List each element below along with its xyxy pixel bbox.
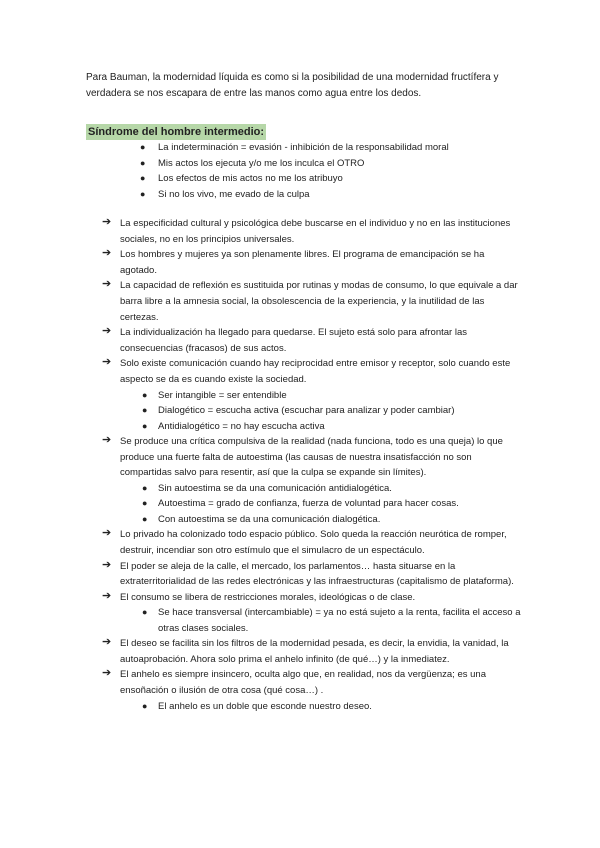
bullet-icon: ● [142,482,148,493]
arrow-right-icon: ➔ [102,216,112,228]
sub-list-item: ● Autoestima = grado de confianza, fuerza de voluntad para hacer cosas. [142,496,522,512]
sub-list-item: ● Ser intangible = ser entendible [142,388,522,404]
sub-list [120,481,522,528]
arrow-list [102,216,522,714]
bullet-list [140,140,449,202]
list-item: ➔ Los hombres y mujeres ya son plenamente libres. El programa de emancipación se ha agotado. [102,247,485,276]
bullet-icon: ● [142,607,148,618]
list-item: ➔ El deseo se facilita sin los filtros de la modernidad pesada, es decir, la envidia, la vanidad, la autoaprobación. Ahora solo prima el anhelo infinito (de qué…) y la inmediatez. [102,636,509,665]
arrow-right-icon: ➔ [102,636,112,649]
list-item: ➔ Solo existe comunicación cuando hay reciprocidad entre emisor y receptor, solo cuando este aspecto se da es cuando existe la sociedad. ● Ser intangible = ser entendible ● Dialogético = escucha activa (escuchar para analizar y poder cambiar) ● Antidialogético = no hay escucha activa [102,356,522,434]
arrow-right-icon: ➔ [102,247,112,260]
arrow-right-icon: ➔ [102,356,112,369]
arrow-right-icon: ➔ [102,589,112,602]
sub-list [120,699,522,715]
list-item: ● Mis actos los ejecuta y/o me los inculca el OTRO [140,156,449,172]
list-item: ➔ La capacidad de reflexión es sustituida por rutinas y modas de consumo, lo que equivale a dar barra libre a la amnesia social, la obsolescencia de la experiencia, y la inutilidad de las certezas. [102,278,518,323]
bullet-icon: ● [140,157,146,168]
sub-list-item: ● Se hace transversal (intercambiable) = ya no está sujeto a la renta, facilita el acceso a otras clases sociales. [142,607,521,634]
bullet-icon: ● [142,498,148,509]
intro-paragraph: Para Bauman, la modernidad líquida es como si la posibilidad de una modernidad fructífera y verdadera se nos escapara de entre las manos como agua entre los dedos. [86,72,499,99]
sub-list-item: ● El anhelo es un doble que esconde nuestro deseo. [142,699,522,715]
list-item: ➔ La especificidad cultural y psicológica debe buscarse en el individuo y no en las instituciones sociales, no en los principios universales. [102,216,511,245]
arrow-right-icon: ➔ [102,527,112,540]
arrow-right-icon: ➔ [102,434,112,447]
list-item: ● La indeterminación = evasión - inhibición de la responsabilidad moral [140,140,449,156]
list-item: ➔ El anhelo es siempre insincero, oculta algo que, en realidad, nos da vergüenza; es una ensoñación o ilusión de otra cosa (qué cosa…) . ● El anhelo es un doble que esconde nuestro deseo. [102,667,522,714]
bullet-icon: ● [142,700,148,711]
arrow-right-icon: ➔ [102,278,112,291]
bullet-icon: ● [140,188,146,199]
list-item: ➔ La individualización ha llegado para quedarse. El sujeto está solo para afrontar las consecuencias (fracasos) de sus actos. [102,325,467,354]
sub-list [120,388,522,435]
bullet-icon: ● [142,389,148,400]
bullet-icon: ● [142,513,148,524]
bullet-icon: ● [140,173,146,183]
arrow-right-icon: ➔ [102,558,112,571]
list-item: ➔ El consumo se libera de restricciones morales, ideológicas o de clase. ● Se hace transversal (intercambiable) = ya no está sujeto a la renta, facilita el acceso a otras clases sociales. [102,590,522,637]
list-item: ● Si no los vivo, me evado de la culpa [140,187,449,203]
list-item: ➔ Se produce una crítica compulsiva de la realidad (nada funciona, todo es una queja) lo que produce una fuerte falta de autoestima (las causas de nuestra insatisfacción no son compartidas salvo para resentir, así que la culpa se expande sin límites). ● Sin autoestima se da una comunicación antidialogética. ● Autoestima = grado de confianza, fuerza de voluntad para hacer cosas. ● Con autoestima se da una comunicación dialogética. [102,434,522,527]
sub-list-item: ● Con autoestima se da una comunicación dialogética. [142,512,522,528]
bullet-icon: ● [140,142,146,152]
sub-list-item: ● Antidialogético = no hay escucha activa [142,419,522,435]
sub-list-item: ● Sin autoestima se da una comunicación antidialogética. [142,481,522,497]
list-item: ● Los efectos de mis actos no me los atribuyo [140,171,449,187]
list-item: ➔ Lo privado ha colonizado todo espacio público. Solo queda la reacción neurótica de romper, destruir, incendiar son otro estímulo que el simulacro de un espectáculo. [102,527,507,556]
arrow-right-icon: ➔ [102,667,112,680]
sub-list-item: ● Dialogético = escucha activa (escuchar para analizar y poder cambiar) [142,403,522,419]
section-heading: Síndrome del hombre intermedio: [88,126,265,138]
list-item: ➔ El poder se aleja de la calle, el mercado, los parlamentos… hasta situarse en la extraterritorialidad de las redes electrónicas y las infraestructuras (capitalismo de plataforma). [102,558,514,588]
sub-list [120,605,522,636]
bullet-icon: ● [142,405,148,416]
bullet-icon: ● [142,420,148,431]
arrow-right-icon: ➔ [102,325,112,338]
